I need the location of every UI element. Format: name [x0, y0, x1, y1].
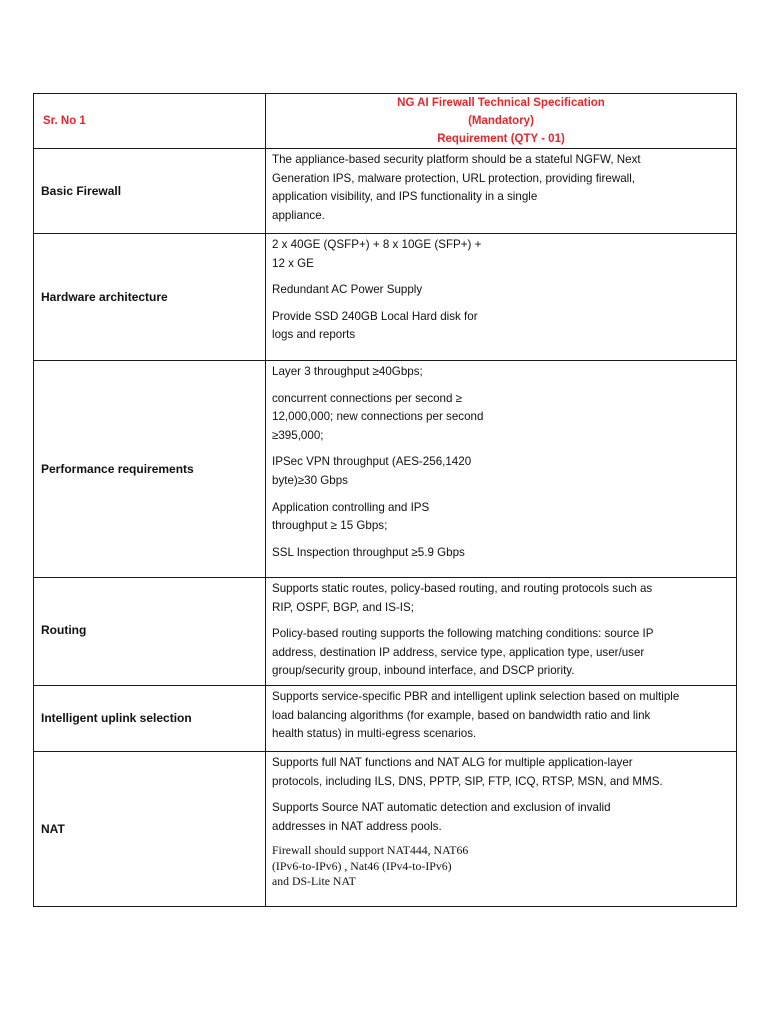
text-line: Supports static routes, policy-based routing, and routing protocols such as: [272, 582, 653, 595]
table-row: [34, 361, 737, 578]
text-line: application visibility, and IPS functionality in a single: [272, 190, 538, 204]
row-label: Performance requirements: [41, 462, 194, 476]
text-line: SSL Inspection throughput ≥5.9 Gbps: [272, 545, 465, 559]
text-line: Redundant AC Power Supply: [272, 283, 423, 297]
text-line: Supports Source NAT automatic detection and exclusion of invalid: [272, 801, 611, 815]
row-label-cell: [34, 578, 266, 686]
row-content-cell: [266, 149, 737, 234]
row-content-cell: [266, 361, 737, 578]
text-line: health status) in multi-egress scenarios.: [272, 727, 477, 741]
text-line: Generation IPS, malware protection, URL protection, providing firewall,: [272, 171, 636, 185]
table-row: [34, 234, 737, 361]
text-line: logs and reports: [272, 328, 356, 342]
table-row: [34, 751, 737, 906]
table-row: [34, 149, 737, 234]
row-content-cell: [266, 751, 737, 906]
text-line: IPSec VPN throughput (AES-256,1420: [272, 455, 472, 469]
text-line: 12 x GE: [272, 256, 314, 270]
header-requirement: Requirement (QTY - 01): [437, 133, 565, 145]
row-label-cell: [34, 361, 266, 578]
row-label-cell: [34, 751, 266, 906]
text-line: appliance.: [272, 208, 325, 222]
row-label: Basic Firewall: [41, 184, 122, 198]
text-line: byte)≥30 Gbps: [272, 473, 348, 487]
sr-no-cell: [34, 94, 266, 149]
text-line: Firewall should support NAT444, NAT66: [272, 843, 469, 858]
row-label-cell: [34, 149, 266, 234]
text-line: (IPv6-to-IPv6) , Nat46 (IPv4-to-IPv6): [272, 858, 452, 873]
header-title: NG AI Firewall Technical Specification: [397, 97, 605, 109]
text-line: throughput ≥ 15 Gbps;: [272, 519, 388, 533]
spec-table: [33, 93, 737, 907]
text-line: ≥395,000;: [272, 428, 324, 442]
row-label: Routing: [41, 622, 87, 637]
header-mandatory: (Mandatory): [468, 115, 534, 127]
table-header-row: [34, 94, 737, 149]
table-row: [34, 685, 737, 751]
sr-no-label: Sr. No 1: [43, 115, 86, 127]
table-row: [34, 578, 737, 686]
text-line: load balancing algorithms (for example, based on bandwidth ratio and link: [272, 708, 651, 722]
row-label: Intelligent uplink selection: [41, 711, 192, 726]
text-line: and DS-Lite NAT: [272, 874, 356, 889]
text-line: Policy-based routing supports the following matching conditions: source IP: [272, 627, 654, 641]
text-line: address, destination IP address, service type, application type, user/user: [272, 645, 645, 659]
text-line: 2 x 40GE (QSFP+) + 8 x 10GE (SFP+) +: [272, 238, 482, 251]
row-label-cell: [34, 685, 266, 751]
row-label: NAT: [41, 821, 65, 836]
text-line: Supports service-specific PBR and intelligent uplink selection based on multiple: [272, 689, 680, 703]
header-title-cell: [266, 94, 737, 149]
text-line: RIP, OSPF, BGP, and IS-IS;: [272, 600, 414, 614]
text-line: addresses in NAT address pools.: [272, 819, 442, 833]
text-line: Provide SSD 240GB Local Hard disk for: [272, 309, 478, 323]
text-line: Application controlling and IPS: [272, 500, 430, 514]
row-content-cell: [266, 685, 737, 751]
row-label: Hardware architecture: [41, 290, 168, 304]
text-line: group/security group, inbound interface, and DSCP priority.: [272, 664, 575, 678]
row-content-cell: [266, 578, 737, 686]
text-line: 12,000,000; new connections per second: [272, 410, 484, 424]
text-line: The appliance-based security platform should be a stateful NGFW, Next: [272, 153, 641, 166]
row-label-cell: [34, 234, 266, 361]
text-line: Layer 3 throughput ≥40Gbps;: [272, 365, 423, 378]
text-line: Supports full NAT functions and NAT ALG for multiple application-layer: [272, 755, 633, 769]
row-content-cell: [266, 234, 737, 361]
text-line: protocols, including ILS, DNS, PPTP, SIP, FTP, ICQ, RTSP, MSN, and MMS.: [272, 774, 663, 788]
text-line: concurrent connections per second ≥: [272, 391, 463, 405]
